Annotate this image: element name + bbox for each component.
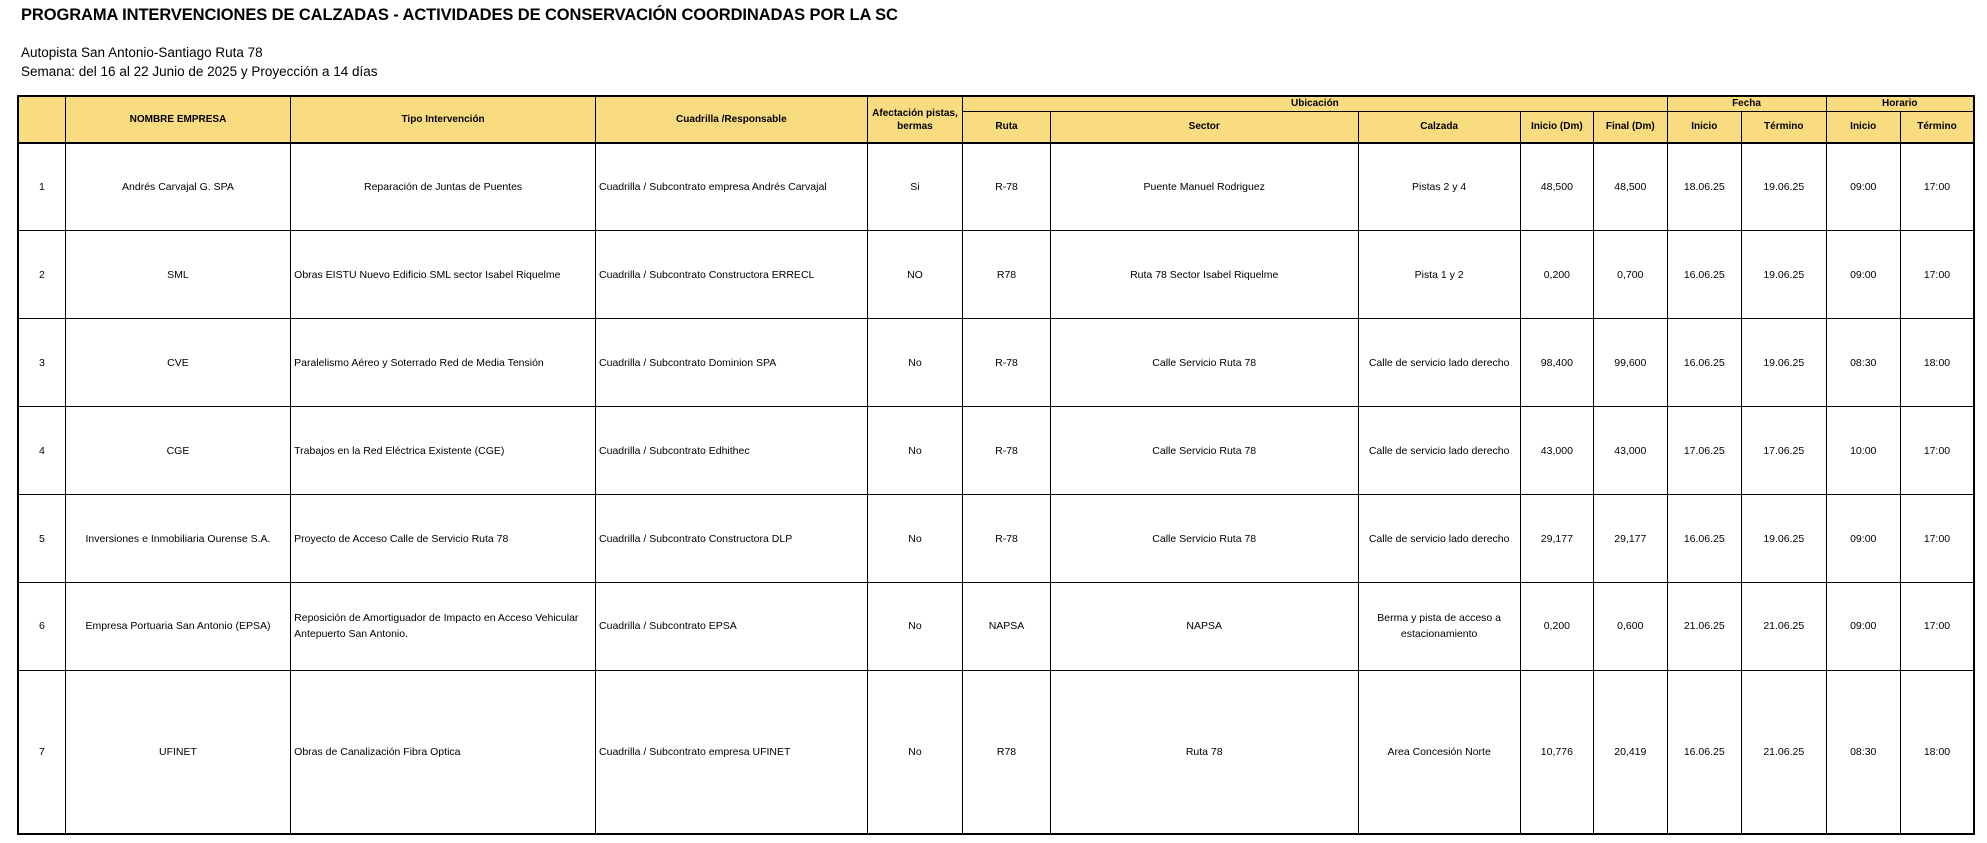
cell-afectacion: NO [867, 231, 963, 319]
cell-final-dm: 0,600 [1594, 583, 1667, 671]
subtitle-week: Semana: del 16 al 22 Junio de 2025 y Proyección a 14 días [21, 64, 378, 79]
cell-inicio-dm: 43,000 [1520, 407, 1593, 495]
cell-hora-inicio: 09:00 [1826, 583, 1900, 671]
cell-calzada: Berma y pista de acceso a estacionamiento [1358, 583, 1520, 671]
cell-afectacion: No [867, 407, 963, 495]
cell-num: 5 [18, 495, 65, 583]
cell-final-dm: 99,600 [1594, 319, 1667, 407]
cell-final-dm: 43,000 [1594, 407, 1667, 495]
cell-sector: Ruta 78 [1050, 670, 1358, 834]
cell-inicio-dm: 10,776 [1520, 670, 1593, 834]
cell-inicio-dm: 48,500 [1520, 143, 1593, 231]
header-hora-termino: Término [1900, 111, 1974, 143]
cell-afectacion: Si [867, 143, 963, 231]
cell-hora-termino: 17:00 [1900, 495, 1974, 583]
cell-empresa: UFINET [65, 670, 290, 834]
cell-calzada: Calle de servicio lado derecho [1358, 495, 1520, 583]
cell-empresa: Inversiones e Inmobiliaria Ourense S.A. [65, 495, 290, 583]
cell-sector: Ruta 78 Sector Isabel Riquelme [1050, 231, 1358, 319]
cell-num: 7 [18, 670, 65, 834]
cell-hora-inicio: 09:00 [1826, 495, 1900, 583]
cell-final-dm: 48,500 [1594, 143, 1667, 231]
table-row [18, 495, 1974, 583]
header-fecha-termino: Término [1742, 111, 1827, 143]
header-fecha: Fecha [1667, 96, 1826, 111]
cell-sector: Calle Servicio Ruta 78 [1050, 495, 1358, 583]
header-sector: Sector [1050, 111, 1358, 143]
cell-ruta: NAPSA [963, 583, 1051, 671]
cell-cuadrilla: Cuadrilla / Subcontrato EPSA [596, 583, 868, 671]
cell-fecha-termino: 17.06.25 [1742, 407, 1827, 495]
cell-cuadrilla: Cuadrilla / Subcontrato empresa Andrés Carvajal [596, 143, 868, 231]
table-row [18, 319, 1974, 407]
header-num [18, 96, 65, 143]
cell-final-dm: 29,177 [1594, 495, 1667, 583]
cell-cuadrilla: Cuadrilla / Subcontrato Constructora ERRECL [596, 231, 868, 319]
table-row [18, 583, 1974, 671]
cell-afectacion: No [867, 583, 963, 671]
cell-empresa: CGE [65, 407, 290, 495]
cell-inicio-dm: 0,200 [1520, 231, 1593, 319]
cell-ruta: R-78 [963, 407, 1051, 495]
cell-hora-termino: 18:00 [1900, 319, 1974, 407]
cell-ruta: R78 [963, 231, 1051, 319]
cell-num: 2 [18, 231, 65, 319]
cell-tipo: Obras de Canalización Fibra Optica [291, 670, 596, 834]
table-row [18, 143, 1974, 231]
header-horario: Horario [1826, 96, 1974, 111]
cell-fecha-inicio: 16.06.25 [1667, 231, 1741, 319]
cell-fecha-termino: 19.06.25 [1742, 143, 1827, 231]
cell-final-dm: 0,700 [1594, 231, 1667, 319]
cell-hora-inicio: 09:00 [1826, 143, 1900, 231]
cell-empresa: Empresa Portuaria San Antonio (EPSA) [65, 583, 290, 671]
cell-final-dm: 20,419 [1594, 670, 1667, 834]
cell-cuadrilla: Cuadrilla / Subcontrato Edhithec [596, 407, 868, 495]
header-hora-inicio: Inicio [1826, 111, 1900, 143]
cell-hora-inicio: 08:30 [1826, 319, 1900, 407]
cell-num: 6 [18, 583, 65, 671]
header-empresa: NOMBRE EMPRESA [65, 96, 290, 143]
cell-cuadrilla: Cuadrilla / Subcontrato Constructora DLP [596, 495, 868, 583]
cell-calzada: Pistas 2 y 4 [1358, 143, 1520, 231]
cell-empresa: Andrés Carvajal G. SPA [65, 143, 290, 231]
cell-afectacion: No [867, 495, 963, 583]
cell-fecha-inicio: 17.06.25 [1667, 407, 1741, 495]
cell-tipo: Obras EISTU Nuevo Edificio SML sector Isabel Riquelme [291, 231, 596, 319]
table-row [18, 407, 1974, 495]
cell-inicio-dm: 98,400 [1520, 319, 1593, 407]
header-fecha-inicio: Inicio [1667, 111, 1741, 143]
header-ubicacion: Ubicación [963, 96, 1667, 111]
cell-fecha-inicio: 16.06.25 [1667, 495, 1741, 583]
cell-calzada: Pista 1 y 2 [1358, 231, 1520, 319]
cell-fecha-termino: 19.06.25 [1742, 231, 1827, 319]
cell-tipo: Reparación de Juntas de Puentes [291, 143, 596, 231]
cell-num: 4 [18, 407, 65, 495]
cell-ruta: R78 [963, 670, 1051, 834]
header-ruta: Ruta [963, 111, 1051, 143]
cell-fecha-termino: 21.06.25 [1742, 670, 1827, 834]
cell-afectacion: No [867, 670, 963, 834]
cell-fecha-termino: 19.06.25 [1742, 319, 1827, 407]
cell-tipo: Reposición de Amortiguador de Impacto en Acceso Vehicular Antepuerto San Antonio. [291, 583, 596, 671]
cell-fecha-inicio: 18.06.25 [1667, 143, 1741, 231]
cell-ruta: R-78 [963, 143, 1051, 231]
cell-sector: Calle Servicio Ruta 78 [1050, 407, 1358, 495]
cell-hora-inicio: 09:00 [1826, 231, 1900, 319]
cell-hora-termino: 17:00 [1900, 143, 1974, 231]
cell-num: 1 [18, 143, 65, 231]
cell-tipo: Trabajos en la Red Eléctrica Existente (CGE) [291, 407, 596, 495]
header-cuadrilla: Cuadrilla /Responsable [596, 96, 868, 143]
cell-inicio-dm: 29,177 [1520, 495, 1593, 583]
cell-hora-inicio: 10:00 [1826, 407, 1900, 495]
table-row [18, 231, 1974, 319]
header-inicio-dm: Inicio (Dm) [1520, 111, 1593, 143]
cell-tipo: Proyecto de Acceso Calle de Servicio Ruta 78 [291, 495, 596, 583]
cell-calzada: Calle de servicio lado derecho [1358, 319, 1520, 407]
cell-hora-termino: 17:00 [1900, 407, 1974, 495]
cell-sector: NAPSA [1050, 583, 1358, 671]
header-calzada: Calzada [1358, 111, 1520, 143]
cell-hora-inicio: 08:30 [1826, 670, 1900, 834]
cell-calzada: Area Concesión Norte [1358, 670, 1520, 834]
cell-hora-termino: 17:00 [1900, 231, 1974, 319]
cell-cuadrilla: Cuadrilla / Subcontrato empresa UFINET [596, 670, 868, 834]
cell-fecha-termino: 19.06.25 [1742, 495, 1827, 583]
cell-ruta: R-78 [963, 319, 1051, 407]
cell-afectacion: No [867, 319, 963, 407]
cell-empresa: SML [65, 231, 290, 319]
header-afectacion: Afectación pistas, bermas [867, 96, 963, 143]
table-header [18, 96, 1974, 143]
cell-fecha-inicio: 16.06.25 [1667, 670, 1741, 834]
cell-inicio-dm: 0,200 [1520, 583, 1593, 671]
cell-num: 3 [18, 319, 65, 407]
cell-cuadrilla: Cuadrilla / Subcontrato Dominion SPA [596, 319, 868, 407]
header-final-dm: Final (Dm) [1594, 111, 1667, 143]
cell-ruta: R-78 [963, 495, 1051, 583]
cell-fecha-inicio: 21.06.25 [1667, 583, 1741, 671]
cell-sector: Puente Manuel Rodriguez [1050, 143, 1358, 231]
cell-tipo: Paralelismo Aéreo y Soterrado Red de Media Tensión [291, 319, 596, 407]
table-row [18, 670, 1974, 834]
interventions-table [17, 95, 1975, 835]
page-title: PROGRAMA INTERVENCIONES DE CALZADAS - ACTIVIDADES DE CONSERVACIÓN COORDINADAS POR LA SC [21, 6, 898, 24]
cell-calzada: Calle de servicio lado derecho [1358, 407, 1520, 495]
header-tipo: Tipo Intervención [291, 96, 596, 143]
cell-sector: Calle Servicio Ruta 78 [1050, 319, 1358, 407]
cell-hora-termino: 18:00 [1900, 670, 1974, 834]
subtitle-highway: Autopista San Antonio-Santiago Ruta 78 [21, 45, 263, 60]
cell-fecha-inicio: 16.06.25 [1667, 319, 1741, 407]
cell-hora-termino: 17:00 [1900, 583, 1974, 671]
cell-empresa: CVE [65, 319, 290, 407]
cell-fecha-termino: 21.06.25 [1742, 583, 1827, 671]
table-body [18, 143, 1974, 834]
